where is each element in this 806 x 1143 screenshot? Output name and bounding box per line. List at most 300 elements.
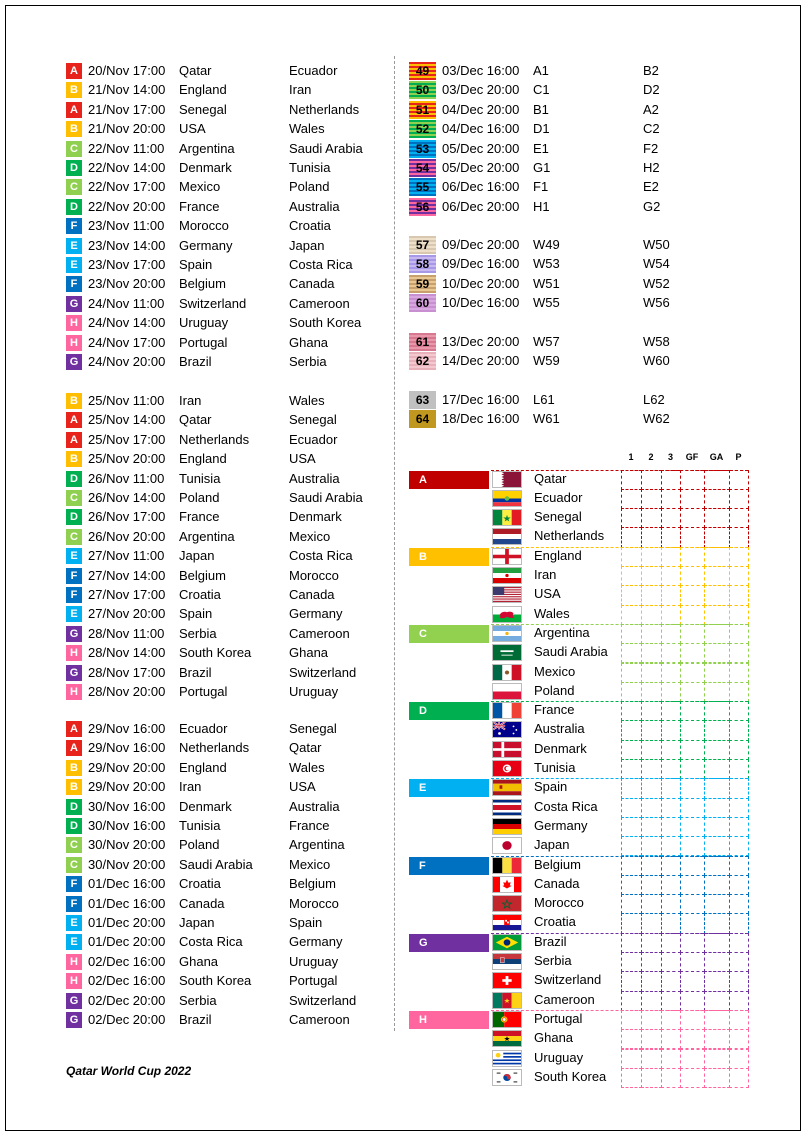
- home-team: Denmark: [179, 798, 232, 814]
- group-badge: E: [66, 257, 82, 273]
- away-slot: D2: [643, 82, 660, 98]
- home-slot: L61: [533, 392, 555, 407]
- standings-cell: [641, 701, 662, 721]
- group-label-e: E: [409, 779, 489, 797]
- home-team: Switzerland: [179, 295, 247, 311]
- match-date: 22/Nov 14:00: [88, 160, 166, 175]
- standings-cell: [680, 624, 705, 644]
- team-name: Uruguay: [534, 1049, 584, 1065]
- match-date: 30/Nov 16:00: [88, 818, 166, 833]
- away-team: Morocco: [289, 895, 339, 911]
- group-badge: E: [66, 548, 82, 564]
- standings-cell: [704, 933, 730, 953]
- standings-cell: [641, 663, 662, 683]
- group-badge: B: [66, 451, 82, 467]
- standings-header-p: P: [735, 452, 742, 462]
- standings-cell: [641, 585, 662, 605]
- match-date: 23/Nov 14:00: [88, 237, 166, 253]
- group-badge: A: [66, 721, 82, 737]
- away-team: Denmark: [289, 509, 342, 525]
- away-team: Germany: [289, 934, 343, 950]
- group-badge: E: [66, 915, 82, 931]
- group-badge: C: [66, 529, 82, 545]
- away-team: Qatar: [289, 740, 322, 756]
- away-team: Spain: [289, 915, 323, 930]
- match-date: 03/Dec 20:00: [442, 82, 520, 98]
- match-date: 22/Nov 20:00: [88, 198, 166, 214]
- match-number-badge: 50: [409, 81, 436, 99]
- standings-cell: [621, 991, 642, 1011]
- standings-cell: [729, 836, 749, 856]
- team-name: USA: [534, 586, 561, 602]
- group-badge: E: [66, 238, 82, 254]
- standings-cell: [680, 933, 705, 953]
- group-label-f: F: [409, 857, 489, 875]
- team-name: Iran: [534, 567, 557, 582]
- away-team: Senegal: [289, 412, 337, 428]
- standings-cell: [704, 605, 730, 625]
- standings-cell: [704, 1049, 730, 1069]
- away-team: Canada: [289, 276, 335, 292]
- away-team: Australia: [289, 470, 340, 486]
- group-badge: F: [66, 568, 82, 584]
- home-team: France: [179, 509, 220, 525]
- standings-cell: [641, 971, 662, 991]
- home-team: Netherlands: [179, 431, 250, 447]
- standings-cell: [680, 527, 705, 547]
- match-number-badge: 54: [409, 159, 436, 177]
- standings-cell: [661, 913, 681, 933]
- match-date: 21/Nov 20:00: [88, 121, 166, 137]
- group-badge: E: [66, 934, 82, 950]
- standings-cell: [680, 1010, 705, 1030]
- match-date: 28/Nov 14:00: [88, 645, 166, 661]
- team-name: Spain: [534, 779, 568, 795]
- team-name: Japan: [534, 837, 570, 853]
- group-badge: H: [66, 684, 82, 700]
- japan-flag-icon: [492, 837, 522, 854]
- away-team: Iran: [289, 82, 312, 98]
- away-slot: W52: [643, 275, 670, 291]
- away-slot: W62: [643, 411, 670, 427]
- standings-cell: [729, 1029, 749, 1049]
- group-badge: D: [66, 471, 82, 487]
- standings-cell: [621, 836, 642, 856]
- standings-cell: [729, 875, 749, 895]
- standings-cell: [661, 1029, 681, 1049]
- standings-cell: [661, 1010, 681, 1030]
- group-badge: G: [66, 1012, 82, 1028]
- match-date: 02/Dec 16:00: [88, 953, 166, 969]
- away-team: France: [289, 818, 330, 833]
- standings-cell: [729, 624, 749, 644]
- match-date: 25/Nov 14:00: [88, 412, 166, 428]
- away-team: Ecuador: [289, 63, 338, 78]
- france-flag-icon: [492, 702, 522, 719]
- standings-cell: [704, 1010, 730, 1030]
- away-slot: F2: [643, 140, 659, 156]
- cameroon-flag-icon: [492, 992, 522, 1009]
- southkorea-flag-icon: [492, 1069, 522, 1086]
- home-team: Belgium: [179, 567, 226, 583]
- away-team: Switzerland: [289, 992, 357, 1008]
- team-name: Switzerland: [534, 972, 602, 988]
- match-date: 09/Dec 16:00: [442, 256, 520, 272]
- team-name: South Korea: [534, 1068, 607, 1084]
- standings-cell: [621, 624, 642, 644]
- standings-cell: [729, 759, 749, 779]
- standings-cell: [729, 991, 749, 1011]
- group-badge: B: [66, 121, 82, 137]
- match-date: 25/Nov 20:00: [88, 451, 166, 467]
- away-team: Wales: [289, 759, 325, 775]
- match-date: 30/Nov 16:00: [88, 798, 166, 814]
- standings-cell: [680, 798, 705, 818]
- group-badge: G: [66, 993, 82, 1009]
- standings-cell: [680, 952, 705, 972]
- match-date: 30/Nov 20:00: [88, 837, 166, 853]
- match-date: 27/Nov 17:00: [88, 587, 166, 602]
- away-team: Croatia: [289, 218, 331, 234]
- group-label-d: D: [409, 702, 489, 720]
- standings-cell: [729, 817, 749, 837]
- team-name: Wales: [534, 605, 570, 621]
- standings-cell: [621, 508, 642, 528]
- standings-cell: [661, 952, 681, 972]
- away-slot: A2: [643, 101, 659, 117]
- standings-cell: [621, 1068, 642, 1088]
- match-number-badge: 55: [409, 178, 436, 196]
- standings-cell: [621, 470, 642, 490]
- team-name: Poland: [534, 682, 575, 698]
- mexico-flag-icon: [492, 664, 522, 681]
- standings-cell: [661, 720, 681, 740]
- team-name: Ghana: [534, 1030, 574, 1046]
- away-team: Ghana: [289, 334, 329, 350]
- group-badge: F: [66, 218, 82, 234]
- standings-cell: [704, 740, 730, 760]
- group-badge: G: [66, 296, 82, 312]
- home-team: Tunisia: [179, 818, 221, 833]
- team-name: Croatia: [534, 914, 576, 930]
- home-team: Iran: [179, 393, 202, 408]
- home-team: Poland: [179, 490, 220, 505]
- match-date: 28/Nov 17:00: [88, 664, 166, 680]
- australia-flag-icon: [492, 721, 522, 738]
- match-date: 26/Nov 11:00: [88, 470, 165, 486]
- group-badge: A: [66, 102, 82, 118]
- away-team: Saudi Arabia: [289, 140, 363, 156]
- group-badge: B: [66, 82, 82, 98]
- match-number-badge: 58: [409, 255, 436, 273]
- match-date: 04/Dec 16:00: [442, 121, 520, 137]
- home-team: Ghana: [179, 953, 219, 969]
- match-number-badge: 64: [409, 410, 436, 428]
- standings-cell: [729, 798, 749, 818]
- standings-cell: [704, 856, 730, 876]
- standings-cell: [641, 740, 662, 760]
- match-date: 29/Nov 16:00: [88, 721, 166, 736]
- home-slot: W57: [533, 334, 560, 349]
- home-team: Japan: [179, 548, 215, 564]
- standings-cell: [704, 585, 730, 605]
- home-team: Spain: [179, 257, 213, 272]
- match-date: 14/Dec 20:00: [442, 353, 520, 369]
- match-number-badge: 61: [409, 333, 436, 351]
- standings-cell: [661, 585, 681, 605]
- group-badge: D: [66, 799, 82, 815]
- standings-cell: [641, 836, 662, 856]
- standings-cell: [621, 740, 642, 760]
- standings-cell: [729, 585, 749, 605]
- standings-cell: [661, 470, 681, 490]
- away-team: Australia: [289, 198, 340, 214]
- switzerland-flag-icon: [492, 972, 522, 989]
- away-slot: C2: [643, 121, 660, 137]
- home-team: Morocco: [179, 218, 229, 234]
- home-team: Argentina: [179, 140, 235, 156]
- match-date: 25/Nov 17:00: [88, 431, 166, 447]
- match-date: 03/Dec 16:00: [442, 63, 520, 78]
- group-badge: F: [66, 587, 82, 603]
- standings-cell: [661, 663, 681, 683]
- standings-cell: [729, 952, 749, 972]
- group-badge: G: [66, 665, 82, 681]
- standings-cell: [661, 1049, 681, 1069]
- standings-cell: [621, 971, 642, 991]
- group-badge: F: [66, 896, 82, 912]
- standings-cell: [621, 643, 642, 663]
- poland-flag-icon: [492, 683, 522, 700]
- match-number-badge: 56: [409, 198, 436, 216]
- tunisia-flag-icon: [492, 760, 522, 777]
- standings-cell: [641, 759, 662, 779]
- home-slot: W51: [533, 275, 560, 291]
- home-team: Tunisia: [179, 470, 221, 486]
- spain-flag-icon: [492, 779, 522, 796]
- standings-header-1: 1: [628, 452, 634, 462]
- standings-cell: [704, 991, 730, 1011]
- match-date: 06/Dec 16:00: [442, 179, 520, 195]
- standings-cell: [729, 605, 749, 625]
- away-slot: B2: [643, 63, 659, 78]
- home-team: Portugal: [179, 334, 228, 350]
- standings-cell: [704, 836, 730, 856]
- team-name: Denmark: [534, 740, 587, 756]
- team-name: Cameroon: [534, 991, 595, 1007]
- away-slot: E2: [643, 179, 659, 195]
- standings-cell: [621, 1010, 642, 1030]
- home-slot: F1: [533, 179, 549, 195]
- standings-cell: [704, 701, 730, 721]
- standings-cell: [641, 875, 662, 895]
- home-team: England: [179, 451, 227, 467]
- team-name: Australia: [534, 721, 585, 737]
- away-team: Japan: [289, 237, 325, 253]
- match-date: 24/Nov 20:00: [88, 354, 166, 369]
- match-number-badge: 60: [409, 294, 436, 312]
- group-badge: H: [66, 335, 82, 351]
- standings-cell: [729, 971, 749, 991]
- standings-cell: [641, 643, 662, 663]
- standings-cell: [704, 1068, 730, 1088]
- standings-cell: [680, 508, 705, 528]
- group-badge: C: [66, 837, 82, 853]
- home-team: South Korea: [179, 645, 252, 661]
- away-team: Portugal: [289, 973, 338, 989]
- home-team: France: [179, 198, 220, 214]
- match-date: 27/Nov 20:00: [88, 606, 166, 622]
- standings-cell: [680, 643, 705, 663]
- standings-cell: [680, 1029, 705, 1049]
- team-name: Tunisia: [534, 760, 576, 775]
- standings-cell: [729, 856, 749, 876]
- standings-cell: [729, 547, 749, 567]
- match-date: 26/Nov 14:00: [88, 490, 166, 505]
- group-badge: B: [66, 760, 82, 776]
- standings-cell: [704, 875, 730, 895]
- group-badge: A: [66, 740, 82, 756]
- standings-cell: [661, 836, 681, 856]
- standings-cell: [661, 778, 681, 798]
- match-date: 09/Dec 20:00: [442, 237, 520, 252]
- standings-cell: [641, 933, 662, 953]
- senegal-flag-icon: [492, 509, 522, 526]
- standings-cell: [729, 1010, 749, 1030]
- standings-cell: [729, 778, 749, 798]
- standings-cell: [641, 991, 662, 1011]
- standings-cell: [729, 508, 749, 528]
- standings-cell: [704, 624, 730, 644]
- group-badge: D: [66, 199, 82, 215]
- standings-cell: [641, 605, 662, 625]
- away-team: USA: [289, 779, 316, 795]
- match-date: 24/Nov 14:00: [88, 315, 166, 331]
- home-team: Netherlands: [179, 740, 250, 756]
- home-slot: B1: [533, 101, 549, 117]
- croatia-flag-icon: [492, 914, 522, 931]
- standings-cell: [621, 527, 642, 547]
- home-team: Brazil: [179, 354, 212, 369]
- group-label-h: H: [409, 1011, 489, 1029]
- match-date: 01/Dec 20:00: [88, 934, 166, 950]
- standings-cell: [661, 566, 681, 586]
- match-date: 10/Dec 20:00: [442, 275, 520, 291]
- standings-cell: [680, 875, 705, 895]
- ghana-flag-icon: [492, 1030, 522, 1047]
- home-team: Uruguay: [179, 315, 229, 331]
- standings-cell: [641, 1029, 662, 1049]
- standings-cell: [680, 740, 705, 760]
- standings-cell: [729, 663, 749, 683]
- home-team: Belgium: [179, 276, 226, 292]
- standings-cell: [661, 605, 681, 625]
- standings-cell: [680, 1049, 705, 1069]
- standings-header-2: 2: [648, 452, 654, 462]
- standings-cell: [661, 991, 681, 1011]
- away-team: South Korea: [289, 315, 362, 331]
- match-date: 26/Nov 20:00: [88, 528, 166, 544]
- home-team: South Korea: [179, 973, 252, 989]
- standings-cell: [704, 971, 730, 991]
- morocco-flag-icon: [492, 895, 522, 912]
- match-number-badge: 53: [409, 140, 436, 158]
- match-date: 01/Dec 16:00: [88, 895, 166, 911]
- team-name: Saudi Arabia: [534, 644, 608, 660]
- away-slot: W54: [643, 256, 670, 272]
- standings-cell: [621, 547, 642, 567]
- home-team: Senegal: [179, 101, 227, 117]
- away-team: Uruguay: [289, 684, 339, 699]
- footer-title: Qatar World Cup 2022: [66, 1064, 192, 1078]
- standings-cell: [729, 489, 749, 509]
- match-date: 21/Nov 17:00: [88, 101, 166, 117]
- standings-header-ga: GA: [709, 452, 724, 462]
- match-number-badge: 59: [409, 275, 436, 293]
- standings-cell: [680, 817, 705, 837]
- away-team: Senegal: [289, 721, 337, 736]
- standings-cell: [641, 952, 662, 972]
- away-team: Ecuador: [289, 431, 338, 447]
- away-team: Canada: [289, 587, 335, 602]
- team-name: Ecuador: [534, 489, 583, 505]
- standings-cell: [729, 527, 749, 547]
- away-team: Mexico: [289, 528, 331, 544]
- standings-cell: [641, 894, 662, 914]
- standings-cell: [641, 489, 662, 509]
- team-name: Netherlands: [534, 528, 605, 544]
- away-team: Cameroon: [289, 625, 350, 641]
- standings-cell: [680, 489, 705, 509]
- column-divider: [394, 56, 395, 1031]
- standings-cell: [661, 643, 681, 663]
- home-team: Argentina: [179, 528, 235, 544]
- home-slot: H1: [533, 198, 550, 214]
- standings-cell: [680, 585, 705, 605]
- match-date: 17/Dec 16:00: [442, 392, 520, 407]
- standings-cell: [729, 720, 749, 740]
- standings-cell: [704, 508, 730, 528]
- home-team: Croatia: [179, 587, 221, 602]
- home-slot: A1: [533, 63, 549, 78]
- home-team: Serbia: [179, 992, 217, 1008]
- standings-cell: [621, 701, 642, 721]
- away-team: Germany: [289, 606, 343, 622]
- standings-cell: [641, 856, 662, 876]
- schedule-page: [5, 5, 801, 1131]
- standings-cell: [704, 759, 730, 779]
- match-date: 24/Nov 17:00: [88, 334, 166, 350]
- standings-cell: [680, 605, 705, 625]
- team-name: England: [534, 547, 582, 563]
- away-team: Cameroon: [289, 295, 350, 311]
- match-date: 02/Dec 16:00: [88, 973, 166, 989]
- home-team: Mexico: [179, 179, 221, 195]
- home-team: Spain: [179, 606, 213, 622]
- match-date: 23/Nov 20:00: [88, 276, 166, 292]
- away-team: Cameroon: [289, 1012, 350, 1027]
- england-flag-icon: [492, 548, 522, 565]
- standings-cell: [661, 701, 681, 721]
- match-date: 29/Nov 20:00: [88, 759, 166, 775]
- wales-flag-icon: [492, 606, 522, 623]
- away-slot: W50: [643, 237, 670, 252]
- away-team: Tunisia: [289, 160, 331, 175]
- standings-cell: [661, 1068, 681, 1088]
- team-name: Qatar: [534, 470, 567, 486]
- home-slot: G1: [533, 160, 551, 175]
- home-team: Canada: [179, 895, 225, 911]
